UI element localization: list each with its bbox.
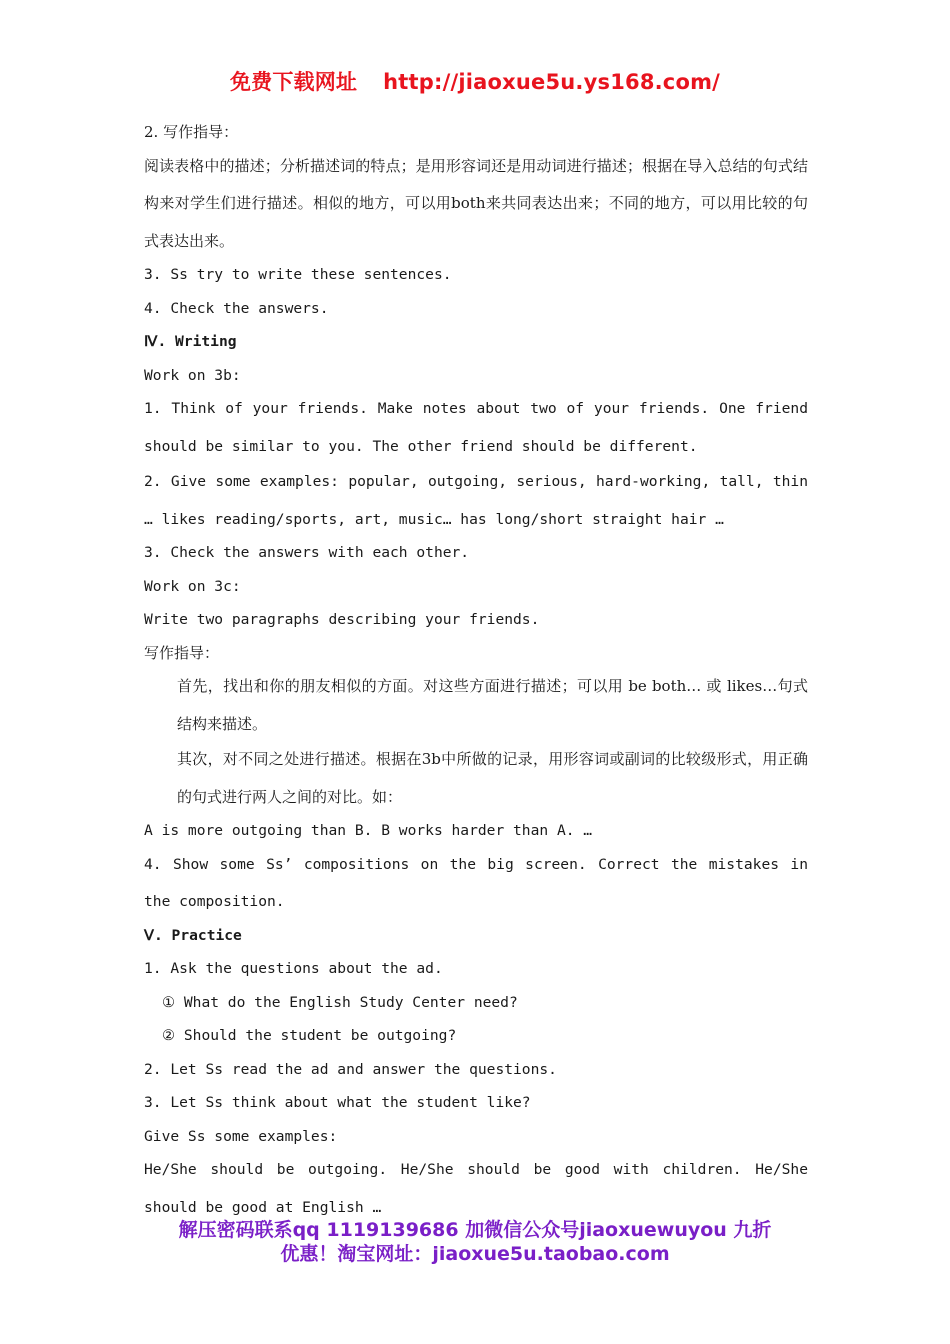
- line-work-on-3b: Work on 3b:: [144, 366, 241, 384]
- line-step-4: 4. Check the answers.: [144, 299, 329, 317]
- section-heading-practice: Ⅴ. Practice: [144, 926, 242, 944]
- line-practice-2: 2. Let Ss read the ad and answer the questions.: [144, 1060, 557, 1078]
- line-example-sentence: A is more outgoing than B. B works harder than A. …: [144, 822, 593, 839]
- line-practice-1: 1. Ask the questions about the ad.: [144, 960, 443, 977]
- footer-line-1: 解压密码联系qq 1119139686 加微信公众号jiaoxuewuyou 九折: [178, 1219, 772, 1241]
- header-label: 免费下载网址: [229, 70, 358, 94]
- footer-line-2: 优惠！淘宝网址：jiaoxue5u.taobao.com: [280, 1243, 670, 1265]
- line-3c-item-4: 4. Show some Ss’ compositions on the big screen. Correct the mistakes in the composition.: [144, 855, 808, 910]
- line-practice-question-2: ② Should the student be outgoing?: [162, 1027, 457, 1044]
- page-header: [0, 66, 950, 96]
- line-practice-question-1: ① What do the English Study Center need?: [162, 993, 518, 1011]
- line-3b-item-3: 3. Check the answers with each other.: [144, 544, 470, 561]
- line-practice-3: 3. Let Ss think about what the student like?: [144, 1094, 531, 1111]
- line-give-examples: Give Ss some examples:: [144, 1127, 338, 1145]
- section-heading-writing: Ⅳ. Writing: [144, 333, 237, 350]
- line-guide-second: 其次，对不同之处进行描述。根据在3b中所做的记录，用形容词或副词的比较级形式，用正确的句式进行两人之间的对比。如：: [177, 750, 808, 806]
- document-body: [144, 116, 808, 1224]
- line-writing-guide-heading: 2. 写作指导：: [144, 123, 239, 141]
- line-work-on-3c: Work on 3c:: [144, 577, 241, 595]
- line-writing-guide-heading-2: 写作指导：: [144, 643, 220, 662]
- line-3b-item-2: 2. Give some examples: popular, outgoing, serious, hard-working, tall, thin … likes reading/sports, art, music… has long/short straight hair …: [144, 473, 808, 528]
- line-guide-first: 首先，找出和你的朋友相似的方面。对这些方面进行描述；可以用 be both… 或 likes…句式结构来描述。: [177, 677, 808, 733]
- line-examples-text: He/She should be outgoing. He/She should be good with children. He/She should be good at English …: [144, 1161, 808, 1216]
- line-3c-task: Write two paragraphs describing your friends.: [144, 611, 540, 628]
- header-url-link[interactable]: http://jiaoxue5u.ys168.com/: [383, 70, 721, 94]
- line-step-3: 3. Ss try to write these sentences.: [144, 266, 452, 283]
- page-footer: [0, 1218, 950, 1266]
- line-3b-item-1: 1. Think of your friends. Make notes about two of your friends. One friend should be similar to you. The other friend should be different.: [144, 400, 808, 455]
- line-writing-guide-text: 阅读表格中的描述；分析描述词的特点；是用形容词还是用动词进行描述；根据在导入总结的句式结构来对学生们进行描述。相似的地方，可以用both来共同表达出来；不同的地方，可以用比较的句式表达出来。: [144, 156, 808, 250]
